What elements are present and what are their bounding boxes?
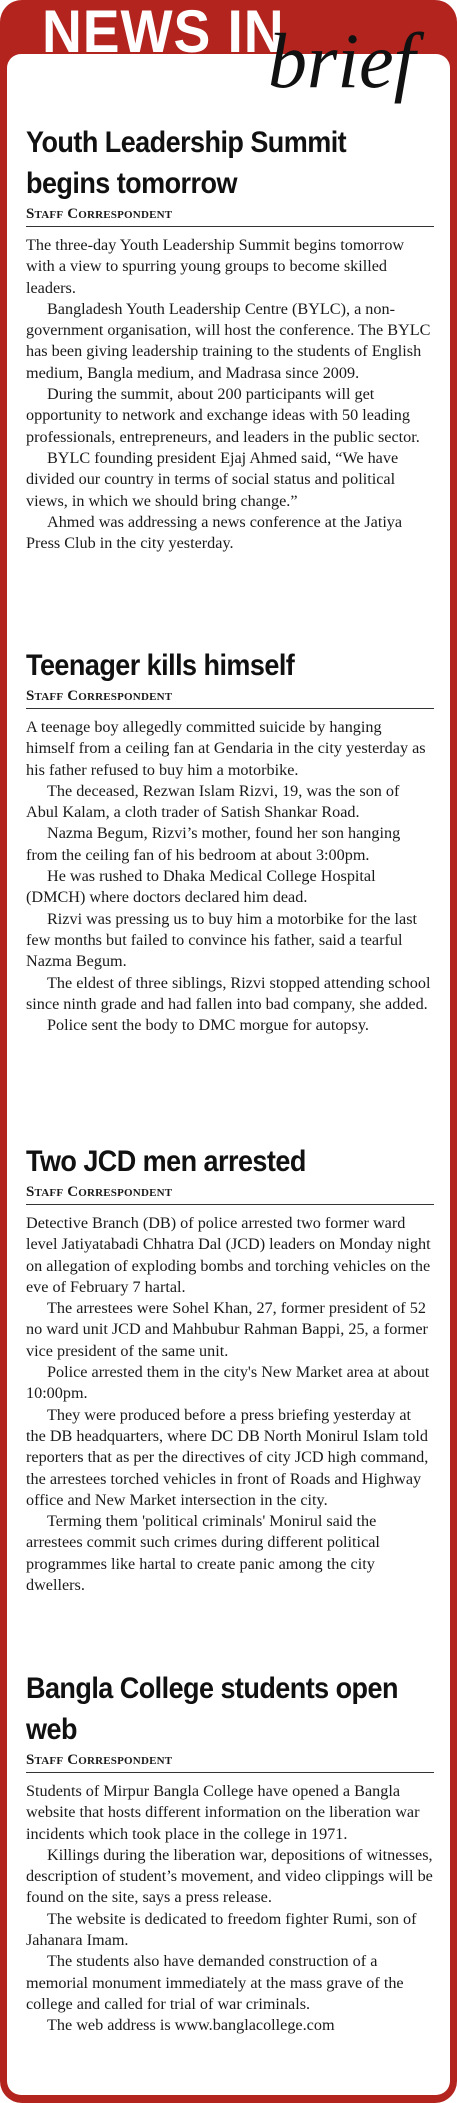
masthead-news-in: NEWS IN <box>42 0 285 65</box>
story-paragraph: Ahmed was addressing a news conference at the Jatiya Press Club in the city yesterday. <box>26 512 403 553</box>
story-body <box>26 1781 434 2037</box>
story-youth-leadership-summit <box>26 122 434 554</box>
story-paragraph: Bangladesh Youth Leadership Centre (BYLC), a non-government organisation, will host the conference. The BYLC has been giving leadership training to the students of English medium, Bangla medium, and Madrasa since 2009. <box>26 299 431 382</box>
story-byline: Staff Correspondent <box>26 688 434 709</box>
story-paragraph: The arrestees were Sohel Khan, 27, former president of 52 no ward unit JCD and Mahbubur Rahman Bappi, 25, a former vice president of the same unit. <box>26 1299 428 1360</box>
story-paragraph: Students of Mirpur Bangla College have opened a Bangla website that hosts different information on the liberation war incidents which took place in the college in 1971. <box>26 1782 420 1843</box>
story-paragraph: BYLC founding president Ejaj Ahmed said, “We have divided our country in terms of social status and political views, in which we should bring change.” <box>26 448 399 510</box>
story-paragraph: Killings during the liberation war, depositions of witnesses, description of student’s movement, and video clippings will be found on the site, says a press release. <box>26 1845 433 1907</box>
story-body <box>26 1213 434 1596</box>
story-headline: Two JCD men arrested <box>26 1145 306 1178</box>
story-byline: Staff Correspondent <box>26 1752 434 1773</box>
story-paragraph: The website is dedicated to freedom fighter Rumi, son of Jahanara Imam. <box>26 1909 417 1950</box>
story-paragraph: A teenage boy allegedly committed suicide by hanging himself from a ceiling fan at Gendaria in the city yesterday as his father refused to buy him a motorbike. <box>26 718 426 779</box>
story-headline: Bangla College students open web <box>26 1672 398 1746</box>
story-two-jcd-men-arrested <box>26 1141 434 1596</box>
story-bangla-college-website <box>26 1668 434 2037</box>
story-paragraph: The three-day Youth Leadership Summit begins tomorrow with a view to spurring young groups to become skilled leaders. <box>26 236 405 297</box>
story-paragraph: The eldest of three siblings, Rizvi stopped attending school since ninth grade and had fallen into bad company, she added. <box>26 973 431 1013</box>
story-paragraph: They were produced before a press briefing yesterday at the DB headquarters, where DC DB North Monirul Islam told reporters that as per the directives of city JCD high command, the arrestees torched vehicles in front of Roads and Highway office and New Market intersection in the city. <box>26 1405 429 1509</box>
story-headline <box>26 122 434 204</box>
story-paragraph: Terming them 'political criminals' Monirul said the arrestees commit such crimes during different political programmes like hartal to create panic among the city dwellers. <box>26 1512 380 1595</box>
story-byline: Staff Correspondent <box>26 1184 434 1205</box>
story-paragraph: Police sent the body to DMC morgue for autopsy. <box>47 1016 369 1035</box>
story-paragraph: During the summit, about 200 participants will get opportunity to network and exchange ideas with 50 leading professionals, entrepreneurs, and leaders in the public sector. <box>26 385 420 446</box>
story-paragraph: The web address is www.banglacollege.com <box>47 2016 335 2035</box>
masthead-brief: brief <box>268 17 416 104</box>
story-paragraph: Rizvi was pressing us to buy him a motorbike for the last few months but failed to convince his father, said a tearful Nazma Begum. <box>26 909 418 971</box>
story-body <box>26 717 434 1036</box>
masthead <box>0 0 457 104</box>
story-teenager-kills-himself <box>26 645 434 1036</box>
headline-line-2: begins tomorrow <box>26 167 237 200</box>
story-paragraph: Police arrested them in the city's New Market area at about 10:00pm. <box>26 1363 430 1403</box>
story-paragraph: Nazma Begum, Rizvi’s mother, found her son hanging from the ceiling fan of his bedroom at about 3:00pm. <box>26 824 401 864</box>
story-byline: Staff Correspondent <box>26 206 434 227</box>
story-headline: Teenager kills himself <box>26 649 295 682</box>
story-paragraph: He was rushed to Dhaka Medical College Hospital (DMCH) where doctors declared him dead. <box>26 867 376 907</box>
story-body <box>26 235 434 554</box>
story-paragraph: The deceased, Rezwan Islam Rizvi, 19, was the son of Abul Kalam, a cloth trader of Satish Shankar Road. <box>26 781 400 822</box>
story-paragraph: Detective Branch (DB) of police arrested two former ward level Jatiyatabadi Chhatra Dal (JCD) leaders on Monday night on allegation of exploding bombs and torching vehicles on the eve of February 7 hartal. <box>26 1214 431 1296</box>
story-paragraph: The students also have demanded construction of a memorial monument immediately at the mass grave of the college and called for trial of war criminals. <box>26 1952 404 2013</box>
headline-line-1: Youth Leadership Summit <box>26 126 347 159</box>
